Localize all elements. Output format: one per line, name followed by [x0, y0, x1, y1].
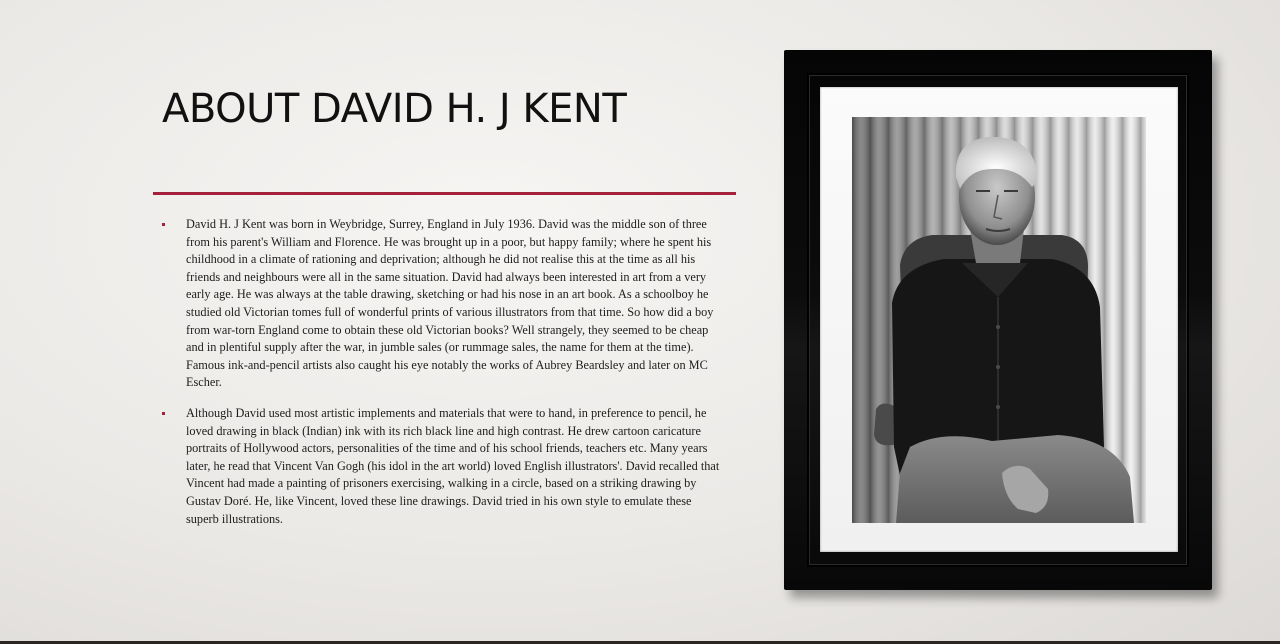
bullet-item — [160, 405, 720, 528]
bullet-text: Although David used most artistic implements and materials that were to hand, in preference to pencil, he loved drawing in black (Indian) ink with its rich black line and high contrast. He drew cartoon caricature portraits of Hollywood actors, personalities of the time and of his school friends, teachers etc. Many years later, he read that Vincent Van Gogh (his idol in the art world) loved English illustrators'. David recalled that Vincent had made a painting of prisoners exercising, walking in a circle, based on a striking drawing by Gustav Doré. He, like Vincent, loved these line drawings. David tried in his own style to emulate these superb illustrations. — [186, 405, 720, 526]
slide-title: ABOUT DAVID H. J KENT — [162, 86, 627, 132]
title-divider — [153, 192, 736, 195]
picture-frame — [784, 50, 1212, 590]
bullet-list — [160, 216, 720, 541]
bullet-item — [160, 216, 720, 392]
bullet-text: David H. J Kent was born in Weybridge, Surrey, England in July 1936. David was the middle son of three from his parent's William and Florence. He was brought up in a poor, but happy family; where he spent his childhood in a climate of rationing and deprivation; although he did not realise this at the time as all his friends and neighbours were all in the same situation. David had always been interested in art from a very early age. He was always at the table drawing, sketching or had his nose in an art book. As a schoolboy he studied old Victorian tomes full of wonderful prints of various illustrators from that time. So how did a boy from war-torn England come to obtain these old Victorian books? Well strangely, they seemed to be cheap and in plentiful supply after the war, in jumble sales (or rummage sales, the name for them at the time). Famous ink-and-pencil artists also caught his eye notably the works of Aubrey Beardsley and later on MC Escher. — [186, 217, 714, 390]
picture-mat — [820, 87, 1178, 552]
bullet-marker-icon — [162, 223, 165, 226]
portrait-photo-icon — [852, 117, 1146, 523]
portrait-photo — [852, 117, 1146, 523]
bullet-marker-icon — [162, 412, 165, 415]
